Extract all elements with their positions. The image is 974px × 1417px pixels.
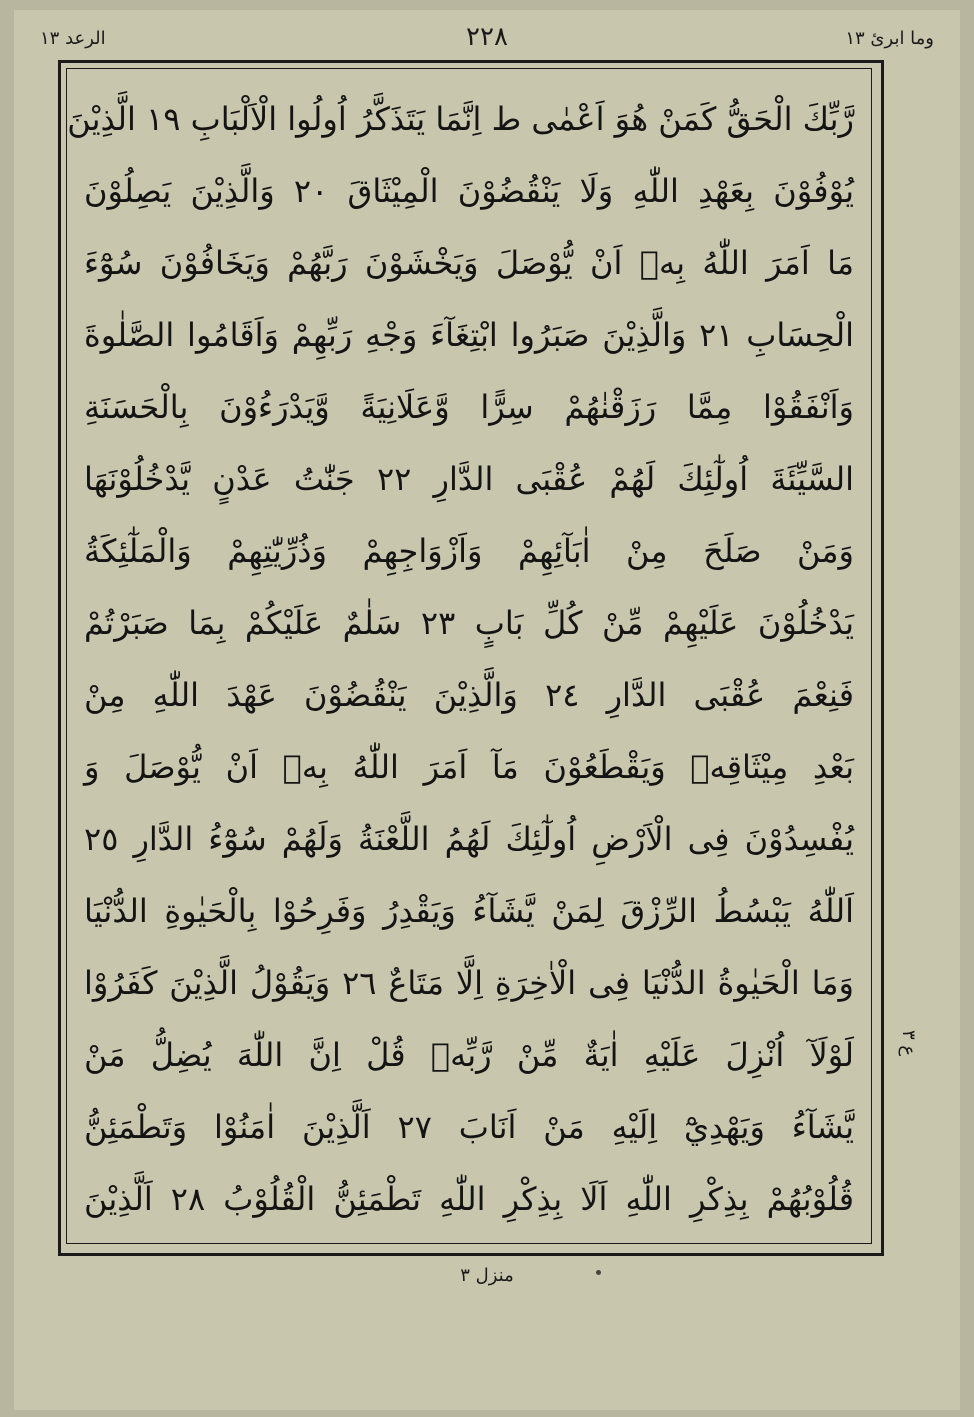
surah-label: الرعد ١٣ <box>40 28 106 49</box>
ruku-margin-mark: ع ٣ <box>898 1030 919 1057</box>
text-line: يُوْفُوْنَ بِعَهْدِ اللّٰهِ وَلَا يَنْقُضُوْنَ الْمِيْثَاقَ ٢٠ وَالَّذِيْنَ يَصِلُوْنَ <box>84 172 854 210</box>
text-line: وَمَنْ صَلَحَ مِنْ اٰبَآئِهِمْ وَاَزْوَاجِهِمْ وَذُرِّيّٰتِهِمْ وَالْمَلٰٓئِكَةُ <box>84 532 854 570</box>
text-line: قُلُوْبُهُمْ بِذِكْرِ اللّٰهِ اَلَا بِذِكْرِ اللّٰهِ تَطْمَئِنُّ الْقُلُوْبُ ٢٨ اَلَّذِيْنَ <box>84 1180 855 1218</box>
text-line: لَوْلَآ اُنْزِلَ عَلَيْهِ اٰيَةٌ مِّنْ رَّبِّهٖ قُلْ اِنَّ اللّٰهَ يُضِلُّ مَنْ <box>84 1036 854 1074</box>
text-line: يَدْخُلُوْنَ عَلَيْهِمْ مِّنْ كُلِّ بَابٍ ٢٣ سَلٰمٌ عَلَيْكُمْ بِمَا صَبَرْتُمْ <box>84 604 855 642</box>
text-line: وَمَا الْحَيٰوةُ الدُّنْيَا فِى الْاٰخِرَةِ اِلَّا مَتَاعٌ ٢٦ وَيَقُوْلُ الَّذِيْنَ كَفَرُوْا <box>84 964 855 1002</box>
text-line: الْحِسَابِ ٢١ وَالَّذِيْنَ صَبَرُوا ابْتِغَآءَ وَجْهِ رَبِّهِمْ وَاَقَامُوا الصَّلٰوةَ <box>84 316 855 354</box>
text-line: بَعْدِ مِيْثَاقِهٖ وَيَقْطَعُوْنَ مَآ اَمَرَ اللّٰهُ بِهٖ اَنْ يُّوْصَلَ وَ <box>84 748 854 786</box>
footer-dot <box>596 1270 601 1275</box>
text-line: يَّشَآءُ وَيَهْدِيْٓ اِلَيْهِ مَنْ اَنَابَ ٢٧ اَلَّذِيْنَ اٰمَنُوْا وَتَطْمَئِنُّ <box>84 1108 855 1146</box>
text-line: وَاَنْفَقُوْا مِمَّا رَزَقْنٰهُمْ سِرًّا وَّعَلَانِيَةً وَّيَدْرَءُوْنَ بِالْحَسَنَةِ <box>84 388 854 426</box>
text-line: رَّبِّكَ الْحَقُّ كَمَنْ هُوَ اَعْمٰى ط اِنَّمَا يَتَذَكَّرُ اُولُوا الْاَلْبَابِ ١٩ الَّذِيْنَ <box>67 100 854 138</box>
page-number: ٢٢٨ <box>466 22 508 52</box>
text-line: فَنِعْمَ عُقْبَى الدَّارِ ٢٤ وَالَّذِيْنَ يَنْقُضُوْنَ عَهْدَ اللّٰهِ مِنْ <box>84 676 855 714</box>
juz-label: وما ابرئ ١٣ <box>845 28 934 49</box>
text-line: يُفْسِدُوْنَ فِى الْاَرْضِ اُولٰٓئِكَ لَهُمُ اللَّعْنَةُ وَلَهُمْ سُوْٓءُ الدَّارِ ٢٥ <box>84 820 854 858</box>
text-block <box>67 84 855 1234</box>
text-line: السَّيِّئَةَ اُولٰٓئِكَ لَهُمْ عُقْبَى الدَّارِ ٢٢ جَنّٰتُ عَدْنٍ يَّدْخُلُوْنَهَا <box>84 460 855 498</box>
text-line: مَا اَمَرَ اللّٰهُ بِهٖ اَنْ يُّوْصَلَ وَيَخْشَوْنَ رَبَّهُمْ وَيَخَافُوْنَ سُوْٓءَ <box>84 244 854 282</box>
manzil-footer: منزل ٣ <box>460 1265 514 1286</box>
text-line: اَللّٰهُ يَبْسُطُ الرِّزْقَ لِمَنْ يَّشَآءُ وَيَقْدِرُ وَفَرِحُوْا بِالْحَيٰوةِ الدُّنْيَا <box>84 892 854 930</box>
page-header <box>40 22 934 62</box>
